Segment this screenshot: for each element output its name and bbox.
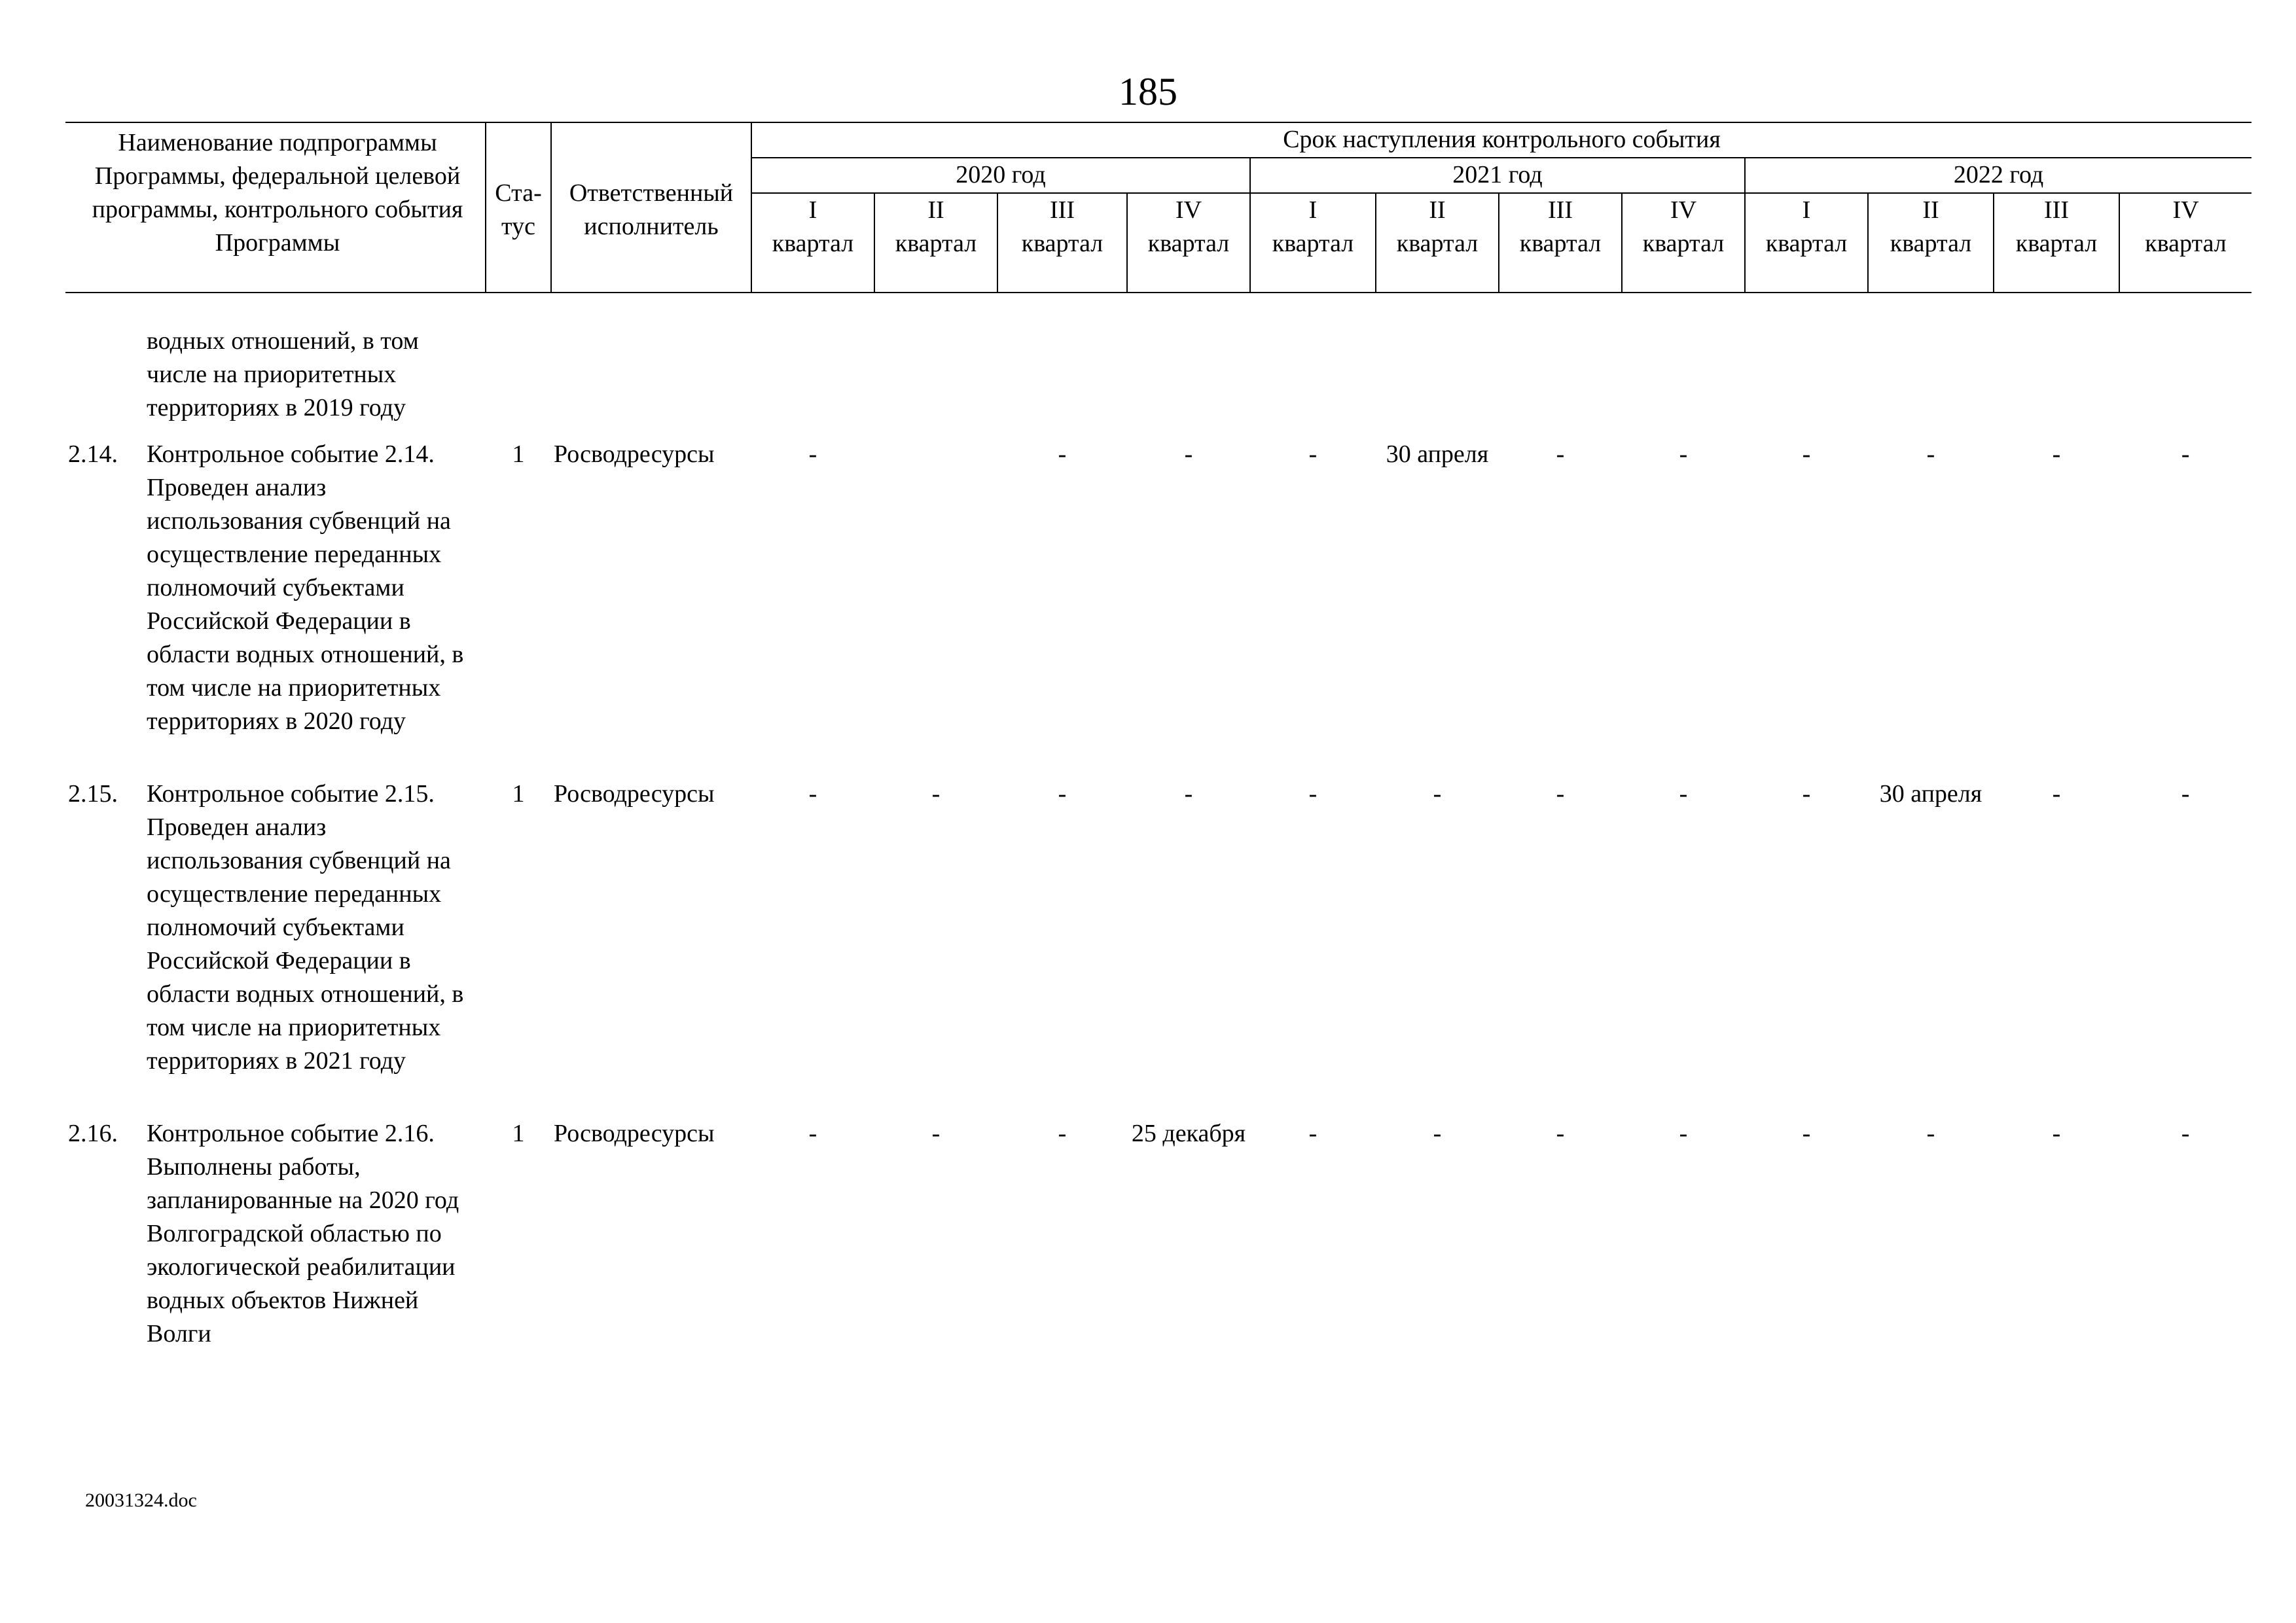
row-quarter-value: -	[1556, 1120, 1565, 1147]
header-status-line1: Ста-	[495, 179, 542, 207]
quarter-word: квартал	[1765, 230, 1848, 257]
header-year-2020: 2020 год	[751, 158, 1250, 193]
header-quarter	[1127, 193, 1250, 293]
header-quarter	[1622, 193, 1745, 293]
header-quarter	[997, 193, 1127, 293]
table-row	[65, 1104, 2251, 1377]
row-quarter-value: -	[1433, 1120, 1442, 1147]
row-quarter-value: -	[1184, 440, 1193, 468]
row-quarter-value: -	[1308, 780, 1318, 808]
control-events-table	[65, 122, 2251, 1377]
row-status: 1	[512, 1120, 525, 1147]
row-quarter-value: -	[2181, 1120, 2190, 1147]
row-quarter-value: -	[1679, 780, 1688, 808]
row-quarter-value: -	[2181, 780, 2190, 808]
row-number: 2.16.	[68, 1120, 118, 1147]
header-quarter	[2119, 193, 2251, 293]
row-quarter-value: -	[1679, 1120, 1688, 1147]
row-quarter-value: -	[1556, 780, 1565, 808]
row-event-name: Контрольное событие 2.15. Проведен анализ использования субвенций на осуществление переданных полномочий субъектами Российской Федерации в области водных отношений, в том числе на приоритетных территориях в 2021 году	[147, 780, 464, 1075]
row-quarter-value: 30 апреля	[1879, 780, 1982, 808]
document-code: 20031324.doc	[85, 1489, 197, 1511]
row-quarter-value: -	[1184, 780, 1193, 808]
header-quarter	[751, 193, 874, 293]
quarter-word: квартал	[1272, 230, 1354, 257]
header-quarter	[1250, 193, 1376, 293]
row-quarter-value: -	[1433, 780, 1442, 808]
quarter-numeral: II	[1429, 196, 1446, 224]
row-quarter-value: -	[2052, 440, 2061, 468]
quarter-word: квартал	[2145, 230, 2227, 257]
table-body	[65, 293, 2251, 1377]
quarter-numeral: II	[1922, 196, 1939, 224]
page-number: 185	[1119, 70, 1177, 113]
row-quarter-value: -	[2181, 440, 2190, 468]
header-quarter	[1745, 193, 1868, 293]
quarter-word: квартал	[1519, 230, 1602, 257]
quarter-numeral: IV	[2172, 196, 2199, 224]
row-quarter-value: -	[1926, 1120, 1935, 1147]
row-event-name: Контрольное событие 2.16. Выполнены работы, запланированные на 2020 год Волгоградской областью по экологической реабилитации водных объектов Нижней Волги	[147, 1120, 459, 1347]
quarter-numeral: IV	[1670, 196, 1697, 224]
row-quarter-value: -	[1679, 440, 1688, 468]
header-quarter	[1376, 193, 1499, 293]
header-status-column	[486, 122, 551, 293]
row-quarter-value: -	[1058, 440, 1067, 468]
continuation-text: водных отношений, в том числе на приоритетных территориях в 2019 году	[147, 327, 419, 421]
header-quarter	[874, 193, 997, 293]
header-year-2021: 2021 год	[1250, 158, 1745, 193]
quarter-numeral: III	[1548, 196, 1573, 224]
row-quarter-value: -	[931, 1120, 941, 1147]
quarter-numeral: III	[1050, 196, 1075, 224]
header-responsible-line1: Ответственный	[569, 179, 734, 207]
row-quarter-value: 30 апреля	[1386, 440, 1489, 468]
row-quarter-value: -	[1058, 780, 1067, 808]
row-quarter-value: -	[931, 780, 941, 808]
row-quarter-value: -	[1308, 1120, 1318, 1147]
row-number: 2.14.	[68, 440, 118, 468]
row-quarter-value: -	[2052, 1120, 2061, 1147]
quarter-numeral: I	[1308, 196, 1318, 224]
header-status-line2: тус	[501, 213, 535, 240]
row-status: 1	[512, 440, 525, 468]
row-responsible: Росводресурсы	[554, 1120, 715, 1147]
row-responsible: Росводресурсы	[554, 440, 715, 468]
row-event-name: Контрольное событие 2.14. Проведен анализ использования субвенций на осуществление переданных полномочий субъектами Российской Федерации в области водных отношений, в том числе на приоритетных территориях в 2020 году	[147, 440, 464, 735]
quarter-numeral: I	[808, 196, 817, 224]
header-responsible-column	[551, 122, 751, 293]
quarter-word: квартал	[895, 230, 977, 257]
row-quarter-value: -	[1802, 440, 1811, 468]
quarter-word: квартал	[1642, 230, 1725, 257]
header-name-text: Наименование подпрограммы Программы, федеральной целевой программы, контрольного события Программы	[92, 129, 463, 257]
quarter-word: квартал	[772, 230, 854, 257]
header-name-column	[65, 122, 486, 293]
quarter-numeral: IV	[1175, 196, 1202, 224]
header-quarter	[1499, 193, 1622, 293]
quarter-numeral: III	[2044, 196, 2069, 224]
continuation-row	[65, 293, 2251, 425]
quarter-numeral: II	[927, 196, 944, 224]
row-quarter-value: -	[1926, 440, 1935, 468]
header-quarter	[1868, 193, 1994, 293]
header-quarter	[1994, 193, 2119, 293]
row-quarter-value: -	[808, 780, 817, 808]
header-deadline-group: Срок наступления контрольного события	[751, 122, 2251, 158]
row-quarter-value: -	[1308, 440, 1318, 468]
quarter-numeral: I	[1802, 196, 1811, 224]
table-header	[65, 122, 2251, 293]
row-responsible: Росводресурсы	[554, 780, 715, 808]
row-quarter-value: -	[1058, 1120, 1067, 1147]
row-number: 2.15.	[68, 780, 118, 808]
row-quarter-value: -	[1802, 1120, 1811, 1147]
row-status: 1	[512, 780, 525, 808]
table-row	[65, 425, 2251, 764]
row-quarter-value: 25 декабря	[1131, 1120, 1246, 1147]
row-quarter-value: -	[1556, 440, 1565, 468]
quarter-word: квартал	[1021, 230, 1103, 257]
row-quarter-value: -	[1802, 780, 1811, 808]
row-quarter-value: -	[808, 440, 817, 468]
quarter-word: квартал	[1396, 230, 1479, 257]
header-year-2022: 2022 год	[1745, 158, 2251, 193]
row-quarter-value: -	[2052, 780, 2061, 808]
row-quarter-value: -	[808, 1120, 817, 1147]
quarter-word: квартал	[1890, 230, 1972, 257]
header-responsible-line2: исполнитель	[584, 213, 719, 240]
row-quarter-value	[874, 425, 997, 764]
quarter-word: квартал	[1147, 230, 1230, 257]
quarter-word: квартал	[2015, 230, 2098, 257]
table-row	[65, 764, 2251, 1104]
